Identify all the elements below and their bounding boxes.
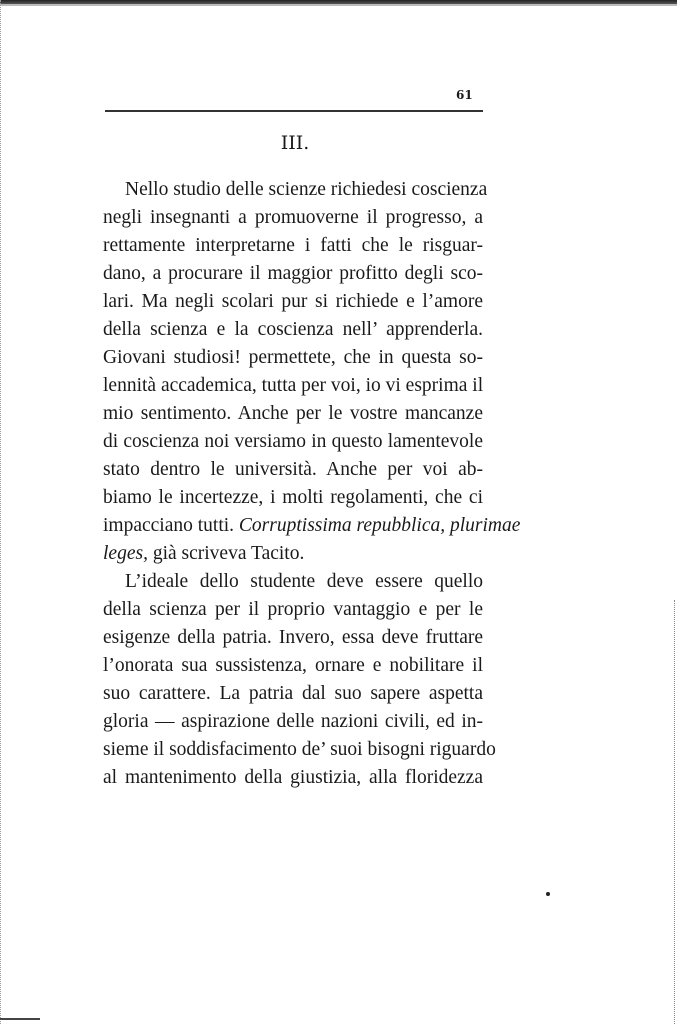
text-line bbox=[103, 484, 483, 512]
chapter-heading: III. bbox=[280, 132, 310, 154]
scan-top-shadow bbox=[0, 4, 677, 6]
text-line bbox=[103, 428, 483, 456]
text-line bbox=[103, 176, 488, 204]
text-line bbox=[103, 512, 521, 540]
text-line bbox=[103, 288, 483, 316]
line-text: sieme il soddisfacimento de’ suoi bisogni riguardo bbox=[103, 739, 496, 760]
line-text: dano, a procurare il maggior profitto degli sco- bbox=[103, 263, 483, 284]
line-text: negli insegnanti a promuoverne il progresso, a bbox=[103, 207, 483, 228]
text-line bbox=[103, 708, 483, 736]
text-line bbox=[103, 568, 483, 596]
line-text: lennità accademica, tutta per voi, io vi esprima il bbox=[103, 375, 484, 396]
line-text: Nello studio delle scienze richiedesi coscienza bbox=[125, 179, 488, 200]
italic-text: leges, bbox=[103, 543, 148, 564]
line-text: al mantenimento della giustizia, alla floridezza bbox=[103, 767, 483, 788]
text-line bbox=[103, 624, 483, 652]
body-text bbox=[103, 176, 521, 792]
line-text: rettamente interpretarne i fatti che le risguar- bbox=[103, 235, 483, 256]
text-line bbox=[103, 764, 483, 792]
line-text: l’onorata sua sussistenza, ornare e nobilitare il bbox=[103, 655, 483, 676]
line-text: stato dentro le università. Anche per voi ab- bbox=[103, 459, 483, 480]
text-line bbox=[103, 540, 483, 568]
page-number: 61 bbox=[456, 88, 473, 102]
text-line bbox=[103, 204, 483, 232]
scan-bottom-mark bbox=[0, 1018, 40, 1020]
text-line bbox=[103, 736, 496, 764]
line-text: di coscienza noi versiamo in questo lamentevole bbox=[103, 431, 483, 452]
line-text: lari. Ma negli scolari pur si richiede e l’amore bbox=[103, 291, 483, 312]
line-text: L’ideale dello studente deve essere quello bbox=[125, 571, 483, 592]
text-line bbox=[103, 260, 483, 288]
line-text: gloria — aspirazione delle nazioni civili, ed in- bbox=[103, 711, 483, 732]
scan-speck bbox=[546, 892, 550, 896]
text-line bbox=[103, 232, 483, 260]
line-text: già scriveva Tacito. bbox=[147, 543, 305, 564]
line-text: suo carattere. La patria dal suo sapere aspetta bbox=[103, 683, 483, 704]
scan-right-edge bbox=[672, 600, 675, 1024]
line-text: della scienza per il proprio vantaggio e per le bbox=[103, 599, 483, 620]
text-line bbox=[103, 316, 483, 344]
text-line bbox=[103, 596, 483, 624]
line-text: Giovani studiosi! permettete, che in questa so- bbox=[103, 347, 483, 368]
text-line bbox=[103, 344, 483, 372]
line-text: mio sentimento. Anche per le vostre mancanze bbox=[103, 403, 483, 424]
header-rule bbox=[105, 110, 483, 112]
text-line bbox=[103, 372, 483, 400]
line-text: esigenze della patria. Invero, essa deve fruttare bbox=[103, 627, 483, 648]
line-text: della scienza e la coscienza nell’ apprenderla. bbox=[103, 319, 483, 340]
text-line bbox=[103, 652, 483, 680]
text-line bbox=[103, 680, 483, 708]
text-line bbox=[103, 400, 483, 428]
line-text: impacciano tutti. bbox=[103, 515, 239, 536]
line-text: biamo le incertezze, i molti regolamenti, che ci bbox=[103, 487, 483, 508]
text-line bbox=[103, 456, 483, 484]
italic-text: Corruptissima repubblica, plurimae bbox=[238, 515, 521, 536]
